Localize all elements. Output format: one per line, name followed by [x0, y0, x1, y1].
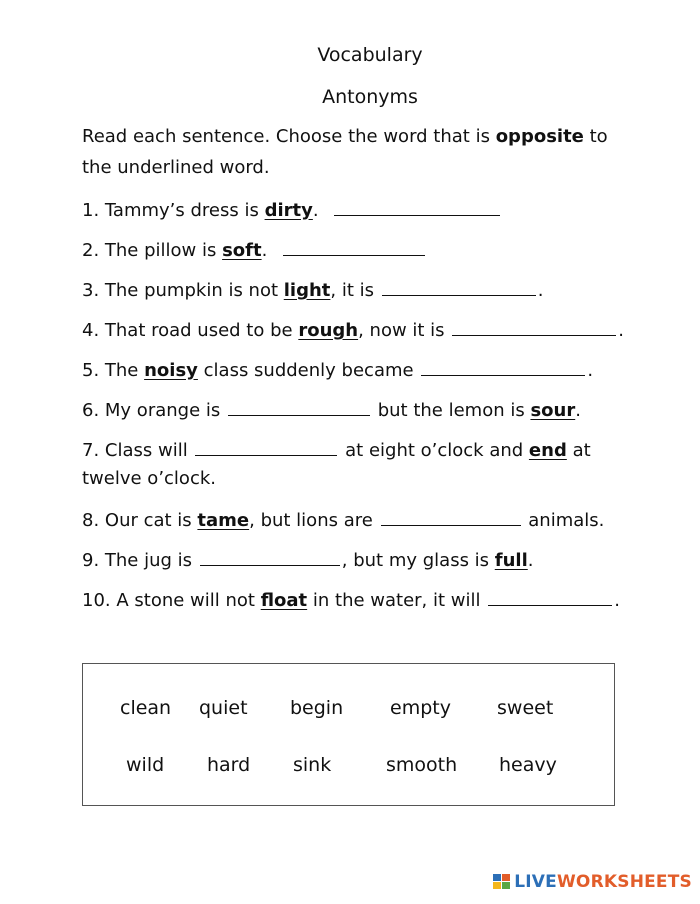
underlined-word: soft [222, 240, 262, 261]
underlined-word: end [528, 440, 567, 461]
sentence-8 [82, 507, 604, 533]
word-bank-item[interactable]: begin [290, 697, 344, 719]
underlined-word: sour [530, 400, 576, 421]
liveworksheets-logo-icon [493, 874, 511, 890]
worksheet-subtitle: Antonyms [322, 86, 418, 108]
sentence-text: 4. That road used to be [82, 320, 299, 341]
underlined-word: full [494, 550, 528, 571]
sentence-text: animals. [522, 510, 605, 531]
sentence-10 [82, 587, 620, 613]
sentence-text: . [261, 240, 268, 261]
sentence-text: 2. The pillow is [82, 240, 223, 261]
sentence-text: at [566, 440, 591, 461]
word-bank-item[interactable]: smooth [386, 754, 458, 776]
sentence-2 [82, 237, 427, 263]
instructions-text-end: to [583, 126, 608, 147]
underlined-word: dirty [264, 200, 313, 221]
word-bank-item[interactable]: sink [293, 754, 332, 776]
sentence-text: . [312, 200, 319, 221]
word-bank-item[interactable]: wild [126, 754, 165, 776]
liveworksheets-logo [493, 872, 692, 892]
sentence-text: . [614, 590, 620, 611]
sentence-text: 10. A stone will not [82, 590, 261, 611]
instructions-keyword: opposite [495, 126, 584, 147]
word-bank [82, 663, 615, 806]
word-bank-item[interactable]: clean [120, 697, 172, 719]
sentence-text: 8. Our cat is [82, 510, 198, 531]
logo-text-live: LIVE [514, 872, 557, 892]
answer-blank[interactable] [488, 587, 612, 606]
word-bank-item[interactable]: sweet [497, 697, 554, 719]
sentence-text: 9. The jug is [82, 550, 198, 571]
sentence-5 [82, 357, 593, 383]
sentence-6 [82, 397, 581, 423]
underlined-word: noisy [144, 360, 198, 381]
answer-blank[interactable] [334, 197, 500, 216]
word-bank-item[interactable]: hard [207, 754, 251, 776]
sentence-text: . [618, 320, 625, 341]
underlined-word: float [260, 590, 308, 611]
sentence-text: in the water, it will [307, 590, 487, 611]
answer-blank[interactable] [228, 397, 370, 416]
instructions-line-1 [82, 125, 608, 149]
sentence-text: at eight o’clock and [339, 440, 529, 461]
sentence-text: , it is [330, 280, 380, 301]
instructions-line-2: the underlined word. [82, 157, 270, 178]
sentence-text: . [587, 360, 594, 381]
sentence-9 [82, 547, 534, 573]
worksheet-title: Vocabulary [317, 44, 423, 66]
sentence-text: . [575, 400, 581, 421]
answer-blank[interactable] [452, 317, 616, 336]
sentence-text: but the lemon is [371, 400, 531, 421]
word-bank-item[interactable]: quiet [199, 697, 248, 719]
word-bank-item[interactable]: heavy [499, 754, 557, 776]
sentence-4 [82, 317, 624, 343]
sentence-text: , but my glass is [341, 550, 495, 571]
sentence-text: class suddenly became [197, 360, 420, 381]
sentence-text: . [527, 550, 534, 571]
answer-blank[interactable] [283, 237, 425, 256]
sentence-text: 1. Tammy’s dress is [82, 200, 265, 221]
sentence-text: , now it is [358, 320, 451, 341]
sentence-text: , but lions are [249, 510, 379, 531]
logo-text-worksheets: WORKSHEETS [556, 872, 692, 892]
underlined-word: rough [298, 320, 359, 341]
sentence-1 [82, 197, 502, 223]
sentence-3 [82, 277, 543, 303]
sentence-7-continued: twelve o’clock. [82, 468, 216, 489]
sentence-text: 5. The [82, 360, 145, 381]
underlined-word: light [283, 280, 331, 301]
word-bank-item[interactable]: empty [390, 697, 451, 719]
sentence-7 [82, 437, 591, 463]
sentence-text: 6. My orange is [82, 400, 226, 421]
instructions-text: Read each sentence. Choose the word that is [82, 126, 496, 147]
sentence-text: . [537, 280, 544, 301]
answer-blank[interactable] [195, 437, 337, 456]
answer-blank[interactable] [382, 277, 536, 296]
answer-blank[interactable] [421, 357, 585, 376]
sentence-text: 3. The pumpkin is not [82, 280, 284, 301]
sentence-text: 7. Class will [82, 440, 194, 461]
underlined-word: tame [197, 510, 250, 531]
answer-blank[interactable] [381, 507, 521, 526]
answer-blank[interactable] [200, 547, 340, 566]
